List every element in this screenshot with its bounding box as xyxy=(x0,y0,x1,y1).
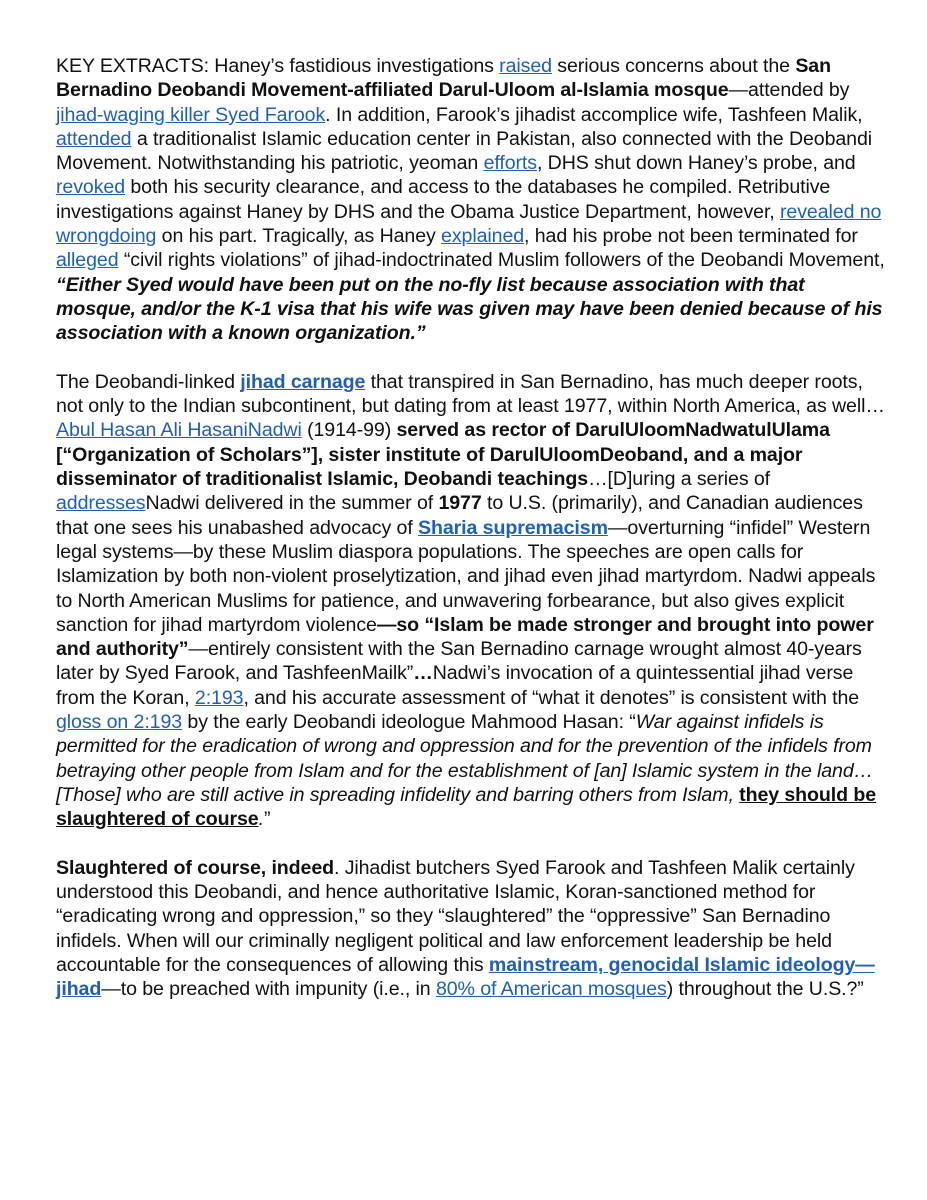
text-run: to U.S. (primarily), and Canadian audiences that one sees his unabashed advocacy of xyxy=(56,492,863,539)
bold-islam-stronger-quote: —so “Islam be made stronger and brought into power and authority” xyxy=(56,613,874,661)
text-run: . In addition, Farook’s jihadist accomplice wife, Tashfeen Malik, xyxy=(325,103,863,126)
text-run: —to be preached with impunity (i.e., in xyxy=(101,978,436,1001)
text-run: —entirely consistent with the San Bernadino carnage wrought almost 40-years later by Syed Farook, and TashfeenMailk” xyxy=(56,638,862,685)
link-2-193[interactable]: 2:193 xyxy=(194,686,244,709)
bold-slaughtered-heading: Slaughtered of course, indeed xyxy=(56,856,334,879)
link-raised[interactable]: raised xyxy=(499,55,552,77)
bold-underlined-phrase: they should be slaughtered of course xyxy=(56,783,877,831)
bold-mosque-name: San Bernadino Deobandi Movement-affiliated Darul-Uloom al-Islamia mosque xyxy=(56,55,831,102)
text-run: —attended by xyxy=(728,79,850,102)
italic-period: . xyxy=(258,808,264,831)
link-revealed-no-wrongdoing[interactable]: revealed no wrongdoing xyxy=(56,200,882,248)
link-revoked[interactable]: revoked xyxy=(56,176,126,199)
bold-rector-description: served as rector of DarulUloomNadwatulUlama [“Organization of Scholars”], sister institute of DarulUloomDeoband, and a major disseminator of traditionalist Islamic, Deobandi teachings xyxy=(56,419,830,491)
paragraph-key-extracts xyxy=(56,54,886,346)
text-run: , and his accurate assessment of “what it denotes” is consistent with the xyxy=(243,686,860,709)
text-run: …[D]uring a series of xyxy=(588,468,770,491)
text-run: KEY EXTRACTS: Haney’s fastidious investigations xyxy=(56,55,500,77)
text-run: Nadwi delivered in the summer of xyxy=(145,492,439,515)
text-run: that transpired in San Bernadino, has much deeper roots, not only to the Indian subcontinent, but dating from at least 1977, within North America, as well… xyxy=(56,370,885,418)
text-run: “civil rights violations” of jihad-indoctrinated Muslim followers of the Deobandi Movement, xyxy=(118,249,885,272)
text-run: by the early Deobandi ideologue Mahmood Hasan: “ xyxy=(182,711,636,734)
link-sharia-supremacism[interactable]: Sharia supremacism xyxy=(418,516,608,539)
text-run: (1914-99) xyxy=(301,419,397,442)
text-run: —overturning “infidel” Western legal systems—by these Muslim diaspora populations. The speeches are open calls for Islamization by both non-violent proselytization, and jihad even jihad martyrdom. Nadwi appeals to North American Muslims for patience, and unwavering forbearance, but also gives explicit sanction for jihad martyrdom violence xyxy=(56,516,876,636)
link-explained[interactable]: explained xyxy=(441,225,525,248)
text-run: both his security clearance, and access to the databases he compiled. Retributive investigations against Haney by DHS and the Obama Justice Department, however, xyxy=(56,176,831,223)
link-gloss-on-2-193[interactable]: gloss on 2:193 xyxy=(56,711,183,734)
bold-year: 1977 xyxy=(438,492,482,515)
link-abul-hasan-nadwi[interactable]: Abul Hasan Ali HasaniNadwi xyxy=(56,419,302,442)
link-addresses[interactable]: addresses xyxy=(56,492,146,515)
link-attended[interactable]: attended xyxy=(56,127,132,150)
text-run: ” xyxy=(263,808,271,831)
text-run: , had his probe not been terminated for xyxy=(524,225,858,248)
text-run: ) throughout the U.S.?” xyxy=(666,978,864,1001)
paragraph-deobandi-roots xyxy=(56,370,886,832)
link-alleged[interactable]: alleged xyxy=(56,249,119,272)
link-80-percent-mosques[interactable]: 80% of American mosques xyxy=(435,978,667,1001)
link-syed-farook[interactable]: jihad-waging killer Syed Farook xyxy=(56,103,326,126)
link-efforts[interactable]: efforts xyxy=(483,152,537,175)
text-run: Nadwi’s invocation of a quintessential jihad verse from the Koran, xyxy=(56,662,854,709)
document-body xyxy=(56,54,886,1026)
text-run: on his part. Tragically, as Haney xyxy=(156,225,442,248)
text-run: , DHS shut down Haney’s probe, and xyxy=(536,152,856,175)
link-mainstream-ideology[interactable]: mainstream, genocidal Islamic ideology—jihad xyxy=(56,953,875,1001)
bold-ellipsis: … xyxy=(413,662,433,685)
text-run: a traditionalist Islamic education center in Pakistan, also connected with the Deobandi Movement. Notwithstanding his patriotic, yeoman xyxy=(56,127,873,175)
quote-haney: “Either Syed would have been put on the no-fly list because association with that mosque, and/or the K-1 visa that his wife was given may have been denied because of his association with a known organization.” xyxy=(56,273,883,345)
text-run: The Deobandi-linked xyxy=(56,370,241,393)
text-run: . Jihadist butchers Syed Farook and Tashfeen Malik certainly understood this Deobandi, and hence authoritative Islamic, Koran-sanctioned method for “eradicating wrong and oppression,” so they “slaughtered” the “oppressive” San Bernadino infidels. When will our criminally negligent political and law enforcement leadership be held accountable for the consequences of allowing this xyxy=(56,856,855,976)
paragraph-conclusion xyxy=(56,856,886,1002)
link-jihad-carnage[interactable]: jihad carnage xyxy=(240,370,366,393)
italic-hasan-quote: War against infidels is permitted for the eradication of wrong and oppression and for the prevention of the infidels from betraying other people from Islam and for the establishment of [an] Islamic system in the land…[Those] who are still active in spreading infidelity and barring others from Islam, xyxy=(56,711,874,806)
text-run: serious concerns about the xyxy=(551,55,796,77)
